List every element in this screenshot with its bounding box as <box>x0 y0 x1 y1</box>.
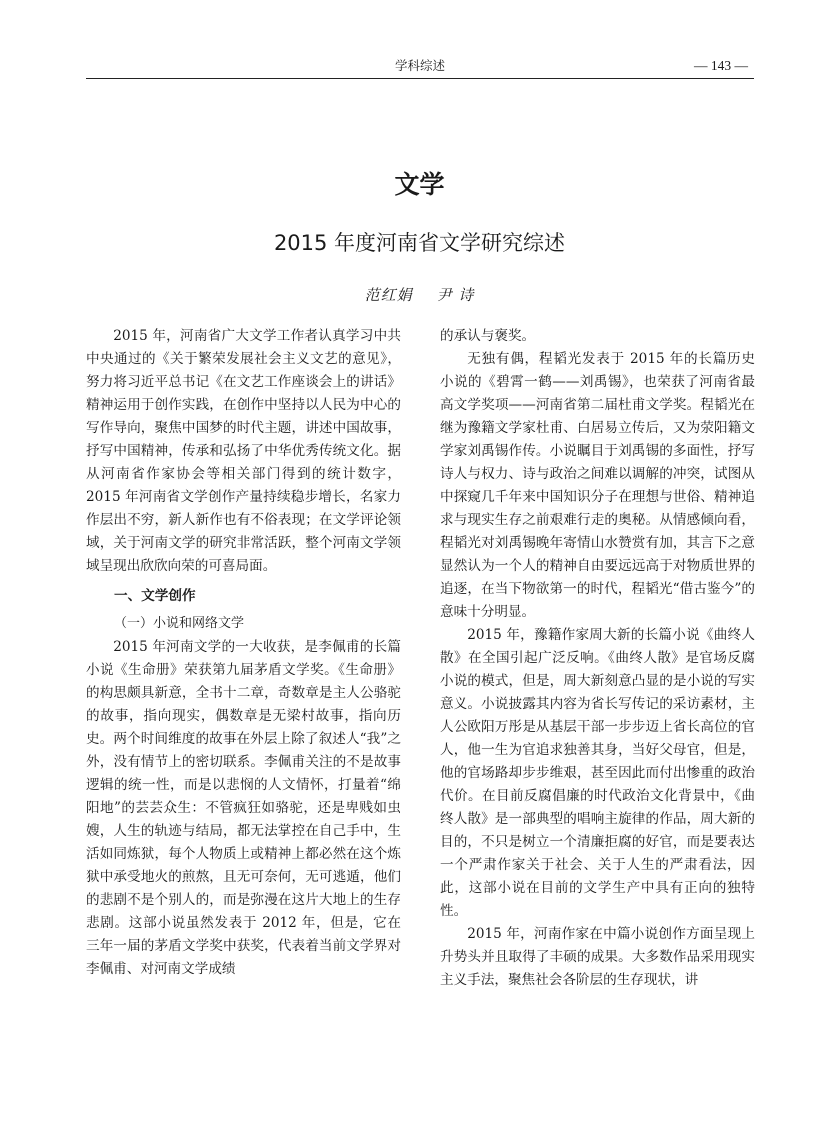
left-column <box>86 325 401 981</box>
right-column <box>440 325 755 992</box>
section-heading: 一、文学创作 <box>114 588 196 604</box>
paragraph: 2015 年，河南作家在中篇小说创作方面呈现上升势头并且取得了丰硕的成果。大多数作品采用现实主义手法，聚焦社会各阶层的生存现状，讲 <box>440 926 755 988</box>
paragraph: 无独有偶，程韬光发表于 2015 年的长篇历史小说的《碧霄一鹤——刘禹锡》，也荣获了河南省最高文学奖项——河南省第二届杜甫文学奖。程韬光在继为豫籍文学家杜甫、白居易立传后，又为荥阳籍文学家刘禹锡作传。小说瞩目于刘禹锡的多面性，抒写诗人与权力、诗与政治之间难以调解的冲突，试图从中探窥几千年来中国知识分子在理想与世俗、精神追求与现实生存之前艰难行走的奥秘。从情感倾向看，程韬光对刘禹锡晚年寄情山水赞赏有加，其言下之意显然认为一个人的精神自由要远远高于对物质世界的追逐，在当下物欲第一的时代，程韬光“借古鉴今”的意味十分明显。 <box>440 351 755 620</box>
paragraph: 2015 年，豫籍作家周大新的长篇小说《曲终人散》在全国引起广泛反响。《曲终人散》是官场反腐小说的模式，但是，周大新刻意凸显的是小说的写实意义。小说披露其内容为省长写传记的采访素材，主人公欧阳万彤是从基层干部一步步迈上省长高位的官人，他一生为官追求独善其身，当好父母官，但是，他的官场路却步步维艰，甚至因此而付出惨重的政治代价。在目前反腐倡廉的时代政治文化背景中，《曲终人散》是一部典型的唱响主旋律的作品，周大新的目的，不只是树立一个清廉拒腐的好官，而是要表达一个严肃作家关于社会、关于人生的严肃看法，因此，这部小说在目前的文学生产中具有正向的独特性。 <box>440 627 755 919</box>
author-name: 范红娟 <box>364 286 413 304</box>
paragraph: 2015 年，河南省广大文学工作者认真学习中共中央通过的《关于繁荣发展社会主义文艺的意见》，努力将习近平总书记《在文艺工作座谈会上的讲话》精神运用于创作实践，在创作中坚持以人民为中心的写作导向，聚焦中国梦的时代主题，讲述中国故事，抒写中国精神，传承和弘扬了中华优秀传统文化。据从河南省作家协会等相关部门得到的统计数字，2015 年河南省文学创作产量持续稳步增长，名家力作层出不穷，新人新作也有不俗表现；在文学评论领域，关于河南文学的研究非常活跃，整个河南文学领域呈现出欣欣向荣的可喜局面。 <box>86 328 401 574</box>
article-title: 2015 年度河南省文学研究综述 <box>273 231 566 255</box>
paragraph: 2015 年河南文学的一大收获，是李佩甫的长篇小说《生命册》荣获第九届茅盾文学奖。《生命册》的构思颇具新意，全书十二章，奇数章是主人公骆驼的故事，指向现实，偶数章是无梁村故事，指向历史。两个时间维度的故事在外层上除了叙述人“我”之外，没有情节上的密切联系。李佩甫关注的不是故事逻辑的统一性，而是以悲悯的人文情怀，打量着“绵阳地”的芸芸众生：不管疯狂如骆驼，还是卑贱如虫嫂，人生的轨迹与结局，都无法掌控在自己手中，生活如同炼狱，每个人物质上或精神上都必然在这个炼狱中承受地火的煎熬，且无可奈何，无可逃遁，他们的悲剧不是个别人的，而是弥漫在这片大地上的生存悲剧。这部小说虽然发表于 2012 年，但是，它在三年一届的茅盾文学奖中获奖，代表着当前文学界对李佩甫、对河南文学成绩 <box>86 639 401 977</box>
running-head <box>86 56 754 76</box>
subsection-heading: （一）小说和网络文学 <box>114 616 245 631</box>
page-number: — 143 — <box>694 58 748 73</box>
author-name: 尹 诗 <box>436 286 475 304</box>
running-head-section: 学科综述 <box>394 58 445 73</box>
paragraph: 的承认与褒奖。 <box>440 328 536 344</box>
section-title: 文学 <box>394 170 445 199</box>
header-rule <box>86 78 754 79</box>
authors <box>0 284 839 306</box>
